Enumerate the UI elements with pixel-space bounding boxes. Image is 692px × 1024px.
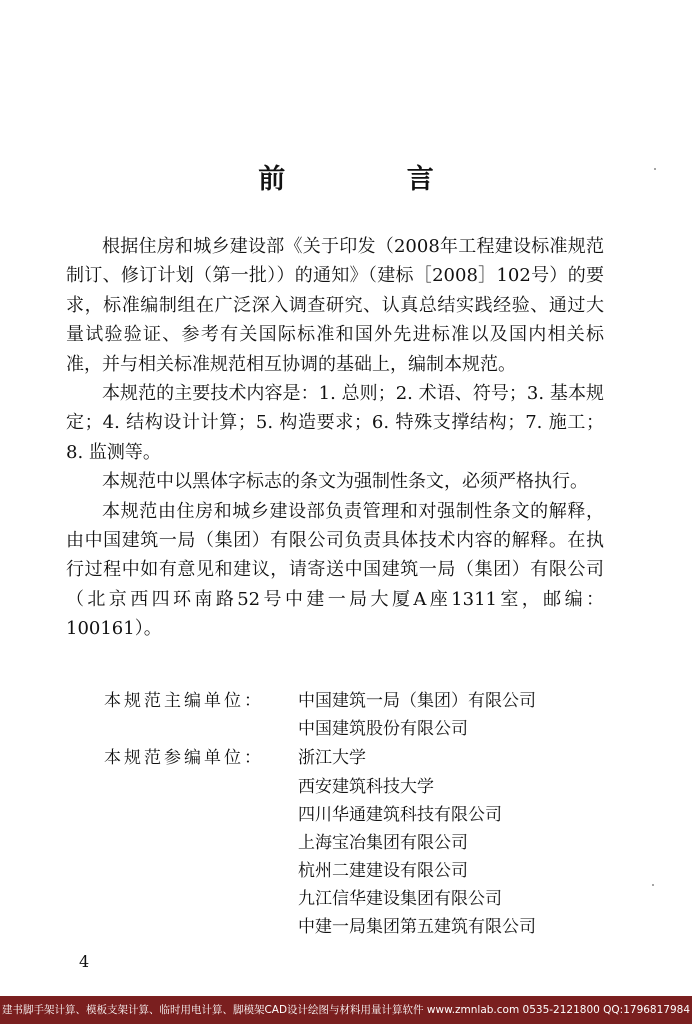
paragraph-mandatory: 本规范中以黑体字标志的条文为强制性条文，必须严格执行。 bbox=[102, 471, 588, 493]
participating-unit: 杭州二建建设有限公司 bbox=[298, 861, 468, 881]
paragraph-administration: 本规范由住房和城乡建设部负责管理和对强制性条文的解释，由中国建筑一局（集团）有限公司负责具体技术内容的解释。在执行过程中如有意见和建议，请寄送中国建筑一局（集团）有限公司（北京西四环南路52号中建一局大厦A座1311室，邮编：100161）。 bbox=[66, 500, 604, 640]
participating-unit: 四川华通建筑科技有限公司 bbox=[298, 805, 502, 825]
body-text bbox=[66, 232, 604, 644]
chief-units-label-row bbox=[104, 686, 286, 716]
chief-unit: 中国建筑股份有限公司 bbox=[298, 719, 468, 739]
paragraph-contents: 本规范的主要技术内容是：1. 总则；2. 术语、符号；3. 基本规定；4. 结构设计计算；5. 构造要求；6. 特殊支撑结构；7. 施工；8. 监测等。 bbox=[66, 383, 604, 463]
participating-units-label: 本规范参编单位： bbox=[104, 748, 264, 768]
footer-banner: 建书脚手架计算、模板支架计算、临时用电计算、脚模架CAD设计绘图与材料用量计算软件 www.zmnlab.com 0535-2121800 QQ:1796817984 bbox=[0, 996, 692, 1024]
scan-speck bbox=[654, 168, 656, 170]
paragraph-background: 根据住房和城乡建设部《关于印发（2008年工程建设标准规范制订、修订计划（第一批））的通知》（建标［2008］102号）的要求，标准编制组在广泛深入调查研究、认真总结实践经验、通过大量试验验证、参考有关国际标准和国外先进标准以及国内相关标准，并与相关标准规范相互协调的基础上，编制本规范。 bbox=[66, 236, 604, 375]
participating-units-label-row bbox=[104, 743, 286, 773]
chief-units-label: 本规范主编单位： bbox=[104, 691, 264, 711]
page-title: 前 言 bbox=[258, 164, 490, 195]
chief-unit: 中国建筑一局（集团）有限公司 bbox=[298, 691, 536, 711]
page-number: 4 bbox=[79, 952, 90, 971]
participating-unit: 浙江大学 bbox=[298, 748, 366, 768]
participating-unit: 上海宝冶集团有限公司 bbox=[298, 833, 468, 853]
scan-speck bbox=[652, 884, 654, 886]
participating-unit: 中建一局集团第五建筑有限公司 bbox=[298, 917, 536, 937]
participating-unit: 九江信华建设集团有限公司 bbox=[298, 889, 502, 909]
participating-unit: 西安建筑科技大学 bbox=[298, 777, 434, 797]
